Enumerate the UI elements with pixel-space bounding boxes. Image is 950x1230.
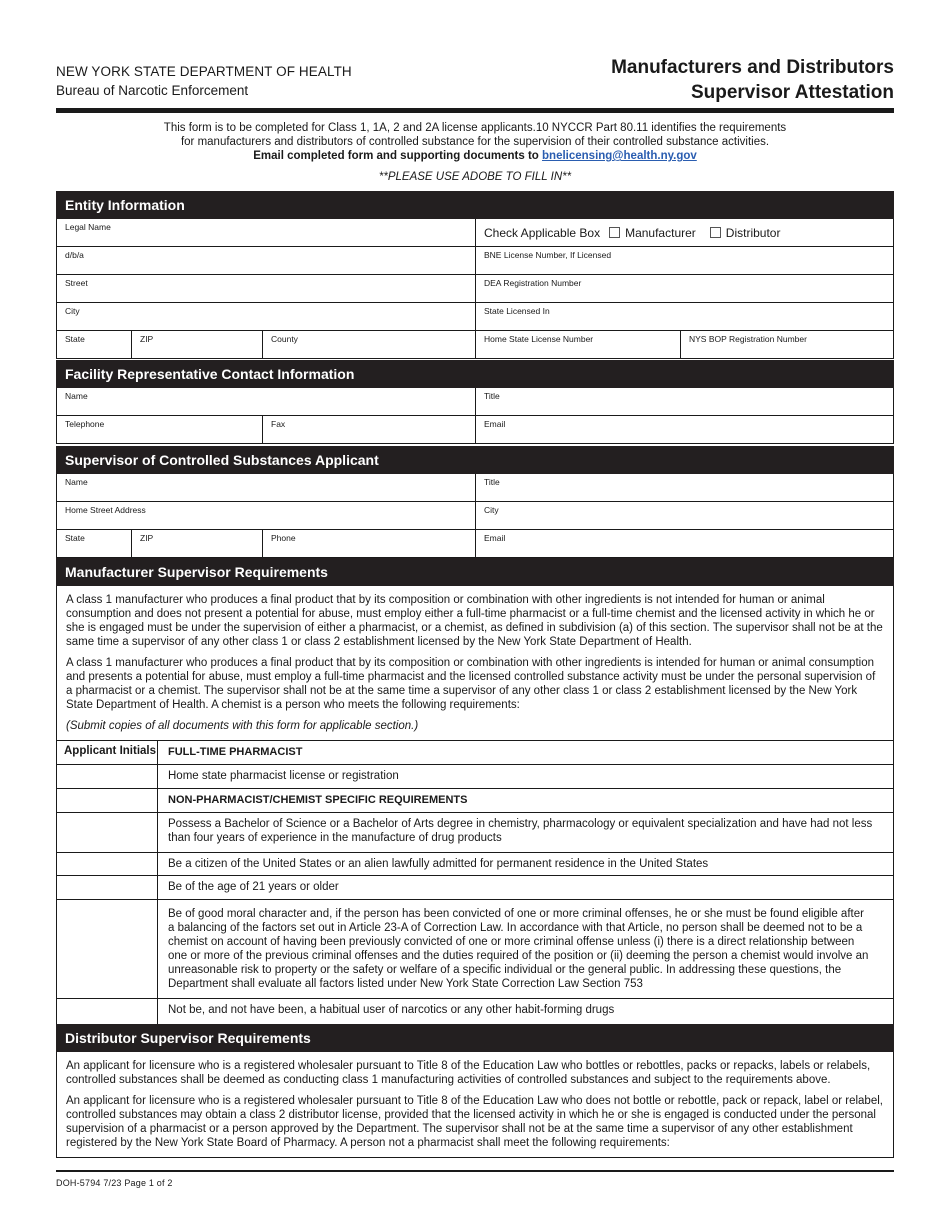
- degree-requirement: Possess a Bachelor of Science or a Bachelor of Arts degree in chemistry, pharmacology or equivalent specialization and have had not less than four years of experience in the manufacture of drug products: [168, 818, 873, 844]
- fulltime-pharmacist-header: FULL-TIME PHARMACIST: [168, 746, 303, 758]
- intro-line2: for manufacturers and distributors of controlled substance for the supervision of their controlled substance activities.: [180, 136, 770, 148]
- distributor-paragraph-2: An applicant for licensure who is a registered wholesaler pursuant to Title 8 of the Education Law who does not bottle or rebottle, pack or repack, label or relabel, controlled substances may obtain a class 2 distributor license, provided that the licensed activity in which he or she is engaged is conducted under the personal supervision of a pharmacist or a person approved by the Department. The supervisor shall not be at the same time a supervisor of any other establishment registered by the New York State Board of Pharmacy. A person not a pharmacist shall meet the following requirements:: [66, 1095, 883, 1149]
- legal-name-field[interactable]: [57, 219, 476, 246]
- applicable-box-row: [476, 219, 894, 246]
- supervisor-grid: [56, 474, 894, 558]
- manufacturer-paragraph-1: A class 1 manufacturer who produces a final product that by its composition or combination with other ingredients is not intended for human or animal consumption and does not present a potential for abuse, must employ either a full-time pharmacist or a full-time chemist and the licensed activity in which he or she is engaged must be under the supervision of either a pharmacist, or a chemist, as defined in subdivision (a) of this section. The supervisor shall not be at the same time a supervisor of any other class 1 or class 2 establishment licensed by the New York State Department of Health.: [66, 594, 883, 648]
- supervisor-email-field[interactable]: [476, 530, 894, 557]
- state-label: State: [65, 334, 85, 344]
- table-header-row: [57, 741, 893, 765]
- city-label: City: [65, 306, 80, 316]
- zip-field[interactable]: [132, 331, 263, 358]
- county-label: County: [271, 334, 298, 344]
- check-label: Check Applicable Box: [484, 226, 601, 240]
- section-facility-representative: Facility Representative Contact Information: [56, 360, 894, 388]
- city-field[interactable]: [57, 303, 476, 330]
- telephone-label: Telephone: [65, 419, 105, 429]
- moral-character-requirement: Be of good moral character and, if the person has been convicted of one or more criminal offenses, he or she must be found eligible after a balancing of the factors set out in Article 23-A of Correction Law. In accordance with that Article, no person shall be deemed not to be a chemist on account of having been previously convicted of one or more criminal offense unless (i) there is a direct relationship between one or more of the previous criminal offenses and the duties required of the position or (ii) deeming the person a chemist would involve an unreasonable risk to property or the safety or welfare of a specific individual or the general public. In addressing these questions, the Department shall evaluate all factors listed under New York State Correction Law Section 753: [168, 908, 869, 990]
- nonpharmacist-header: NON-PHARMACIST/CHEMIST SPECIFIC REQUIREMENTS: [168, 794, 468, 806]
- facility-title-field[interactable]: [476, 388, 894, 415]
- street-label: Street: [65, 278, 88, 288]
- supervisor-email-label: Email: [484, 533, 506, 543]
- supervisor-name-label: Name: [65, 477, 88, 487]
- distributor-paragraph-1: An applicant for licensure who is a registered wholesaler pursuant to Title 8 of the Education Law who bottles or rebottles, packs or repacks, labels or relabels, controlled substances shall be deemed as conducting class 1 manufacturing activities of controlled substances and subject to the requirements above.: [66, 1060, 871, 1086]
- table-row: [57, 999, 893, 1025]
- form-title-line2: Supervisor Attestation: [690, 82, 894, 103]
- zip-label: ZIP: [140, 334, 154, 344]
- table-header-row: [57, 789, 893, 813]
- facility-email-field[interactable]: [476, 416, 894, 443]
- legal-name-label: Legal Name: [65, 222, 111, 232]
- supervisor-phone-label: Phone: [271, 533, 296, 543]
- form-title-line1: Manufacturers and Distributors: [611, 57, 894, 78]
- manufacturer-paragraph-2: A class 1 manufacturer who produces a final product that by its composition or combination with other ingredients is intended for human or animal consumption and presents a potential for abuse, must employ a full-time pharmacist and the licensed controlled substance activity must be under the personal supervision of a pharmacist or a chemist. The supervisor shall not be at the same time a supervisor of any other class 1 or class 2 establishment licensed by the New York State Department of Health. A chemist is a person who meets the following requirements:: [66, 657, 876, 711]
- home-address-label: Home Street Address: [65, 505, 146, 515]
- home-state-license-field[interactable]: [476, 331, 681, 358]
- initials-moral-character[interactable]: [57, 900, 158, 998]
- state-licensed-field[interactable]: [476, 303, 894, 330]
- applicant-initials-header: Applicant Initials: [57, 741, 158, 764]
- facility-name-label: Name: [65, 391, 88, 401]
- home-address-field[interactable]: [57, 502, 476, 529]
- footer-divider: [56, 1170, 894, 1172]
- facility-grid: [56, 388, 894, 444]
- initials-narcotics[interactable]: [57, 999, 158, 1024]
- facility-title-label: Title: [484, 391, 500, 401]
- header-divider: [56, 108, 894, 113]
- email-instruction: Email completed form and supporting documents to: [253, 150, 543, 162]
- form-title: [611, 55, 894, 105]
- street-field[interactable]: [57, 275, 476, 302]
- supervisor-state-field[interactable]: [57, 530, 132, 557]
- table-row: [57, 876, 893, 900]
- entity-grid: [56, 219, 894, 359]
- page-header: [56, 0, 894, 112]
- table-row: [57, 900, 893, 999]
- manufacturer-label: Manufacturer: [625, 226, 696, 240]
- supervisor-title-field[interactable]: [476, 474, 894, 501]
- submit-note: (Submit copies of all documents with this form for applicable section.): [66, 720, 419, 732]
- dea-registration-field[interactable]: [476, 275, 894, 302]
- dba-field[interactable]: [57, 247, 476, 274]
- telephone-field[interactable]: [57, 416, 263, 443]
- narcotics-requirement: Not be, and not have been, a habitual user of narcotics or any other habit-forming drugs: [168, 1004, 615, 1016]
- nys-bop-field[interactable]: [681, 331, 894, 358]
- home-state-license-label: Home State License Number: [484, 334, 594, 344]
- table-row: [57, 765, 893, 789]
- adobe-note: **PLEASE USE ADOBE TO FILL IN**: [378, 171, 572, 183]
- supervisor-title-label: Title: [484, 477, 500, 487]
- intro-line1: This form is to be completed for Class 1, 1A, 2 and 2A license applicants.10 NYCCR Part 80.11 identifies the requirements: [163, 122, 787, 134]
- supervisor-city-label: City: [484, 505, 499, 515]
- home-license-requirement: Home state pharmacist license or registration: [168, 770, 399, 782]
- facility-name-field[interactable]: [57, 388, 476, 415]
- table-row: [57, 853, 893, 876]
- facility-email-label: Email: [484, 419, 506, 429]
- initials-blank: [57, 789, 158, 812]
- nys-bop-label: NYS BOP Registration Number: [689, 334, 807, 344]
- department-name: NEW YORK STATE DEPARTMENT OF HEALTH: [56, 64, 352, 79]
- supervisor-name-field[interactable]: [57, 474, 476, 501]
- manufacturer-checkbox[interactable]: [609, 227, 620, 238]
- table-row: [57, 813, 893, 853]
- supervisor-phone-field[interactable]: [263, 530, 476, 557]
- supervisor-zip-field[interactable]: [132, 530, 263, 557]
- fax-label: Fax: [271, 419, 286, 429]
- fax-field[interactable]: [263, 416, 476, 443]
- supervisor-zip-label: ZIP: [140, 533, 154, 543]
- dba-label: d/b/a: [65, 250, 84, 260]
- initials-citizen[interactable]: [57, 853, 158, 875]
- manufacturer-requirements-text: [56, 586, 894, 740]
- bne-license-label: BNE License Number, If Licensed: [484, 250, 612, 260]
- section-manufacturer-requirements: Manufacturer Supervisor Requirements: [56, 558, 894, 586]
- dea-label: DEA Registration Number: [484, 278, 582, 288]
- email-link[interactable]: bnelicensing@health.ny.gov: [542, 150, 697, 162]
- bureau-name: Bureau of Narcotic Enforcement: [56, 83, 249, 98]
- age-requirement: Be of the age of 21 years or older: [168, 881, 339, 893]
- intro-text: [56, 121, 894, 163]
- initials-home-license[interactable]: [57, 765, 158, 788]
- section-distributor-requirements: Distributor Supervisor Requirements: [56, 1024, 894, 1052]
- section-entity-information: Entity Information: [56, 191, 894, 219]
- form-footer: DOH-5794 7/23 Page 1 of 2: [56, 1178, 173, 1188]
- state-licensed-label: State Licensed In: [484, 306, 550, 316]
- section-supervisor-applicant: Supervisor of Controlled Substances Applicant: [56, 446, 894, 474]
- initials-age[interactable]: [57, 876, 158, 899]
- distributor-label: Distributor: [725, 226, 781, 240]
- bne-license-field[interactable]: [476, 247, 894, 274]
- initials-degree[interactable]: [57, 813, 158, 852]
- distributor-checkbox[interactable]: [710, 227, 721, 238]
- state-field[interactable]: [57, 331, 132, 358]
- requirements-table: [56, 740, 894, 1025]
- citizen-requirement: Be a citizen of the United States or an alien lawfully admitted for permanent residence in the United States: [168, 858, 709, 870]
- supervisor-city-field[interactable]: [476, 502, 894, 529]
- county-field[interactable]: [263, 331, 476, 358]
- supervisor-state-label: State: [65, 533, 85, 543]
- distributor-requirements-text: [56, 1052, 894, 1158]
